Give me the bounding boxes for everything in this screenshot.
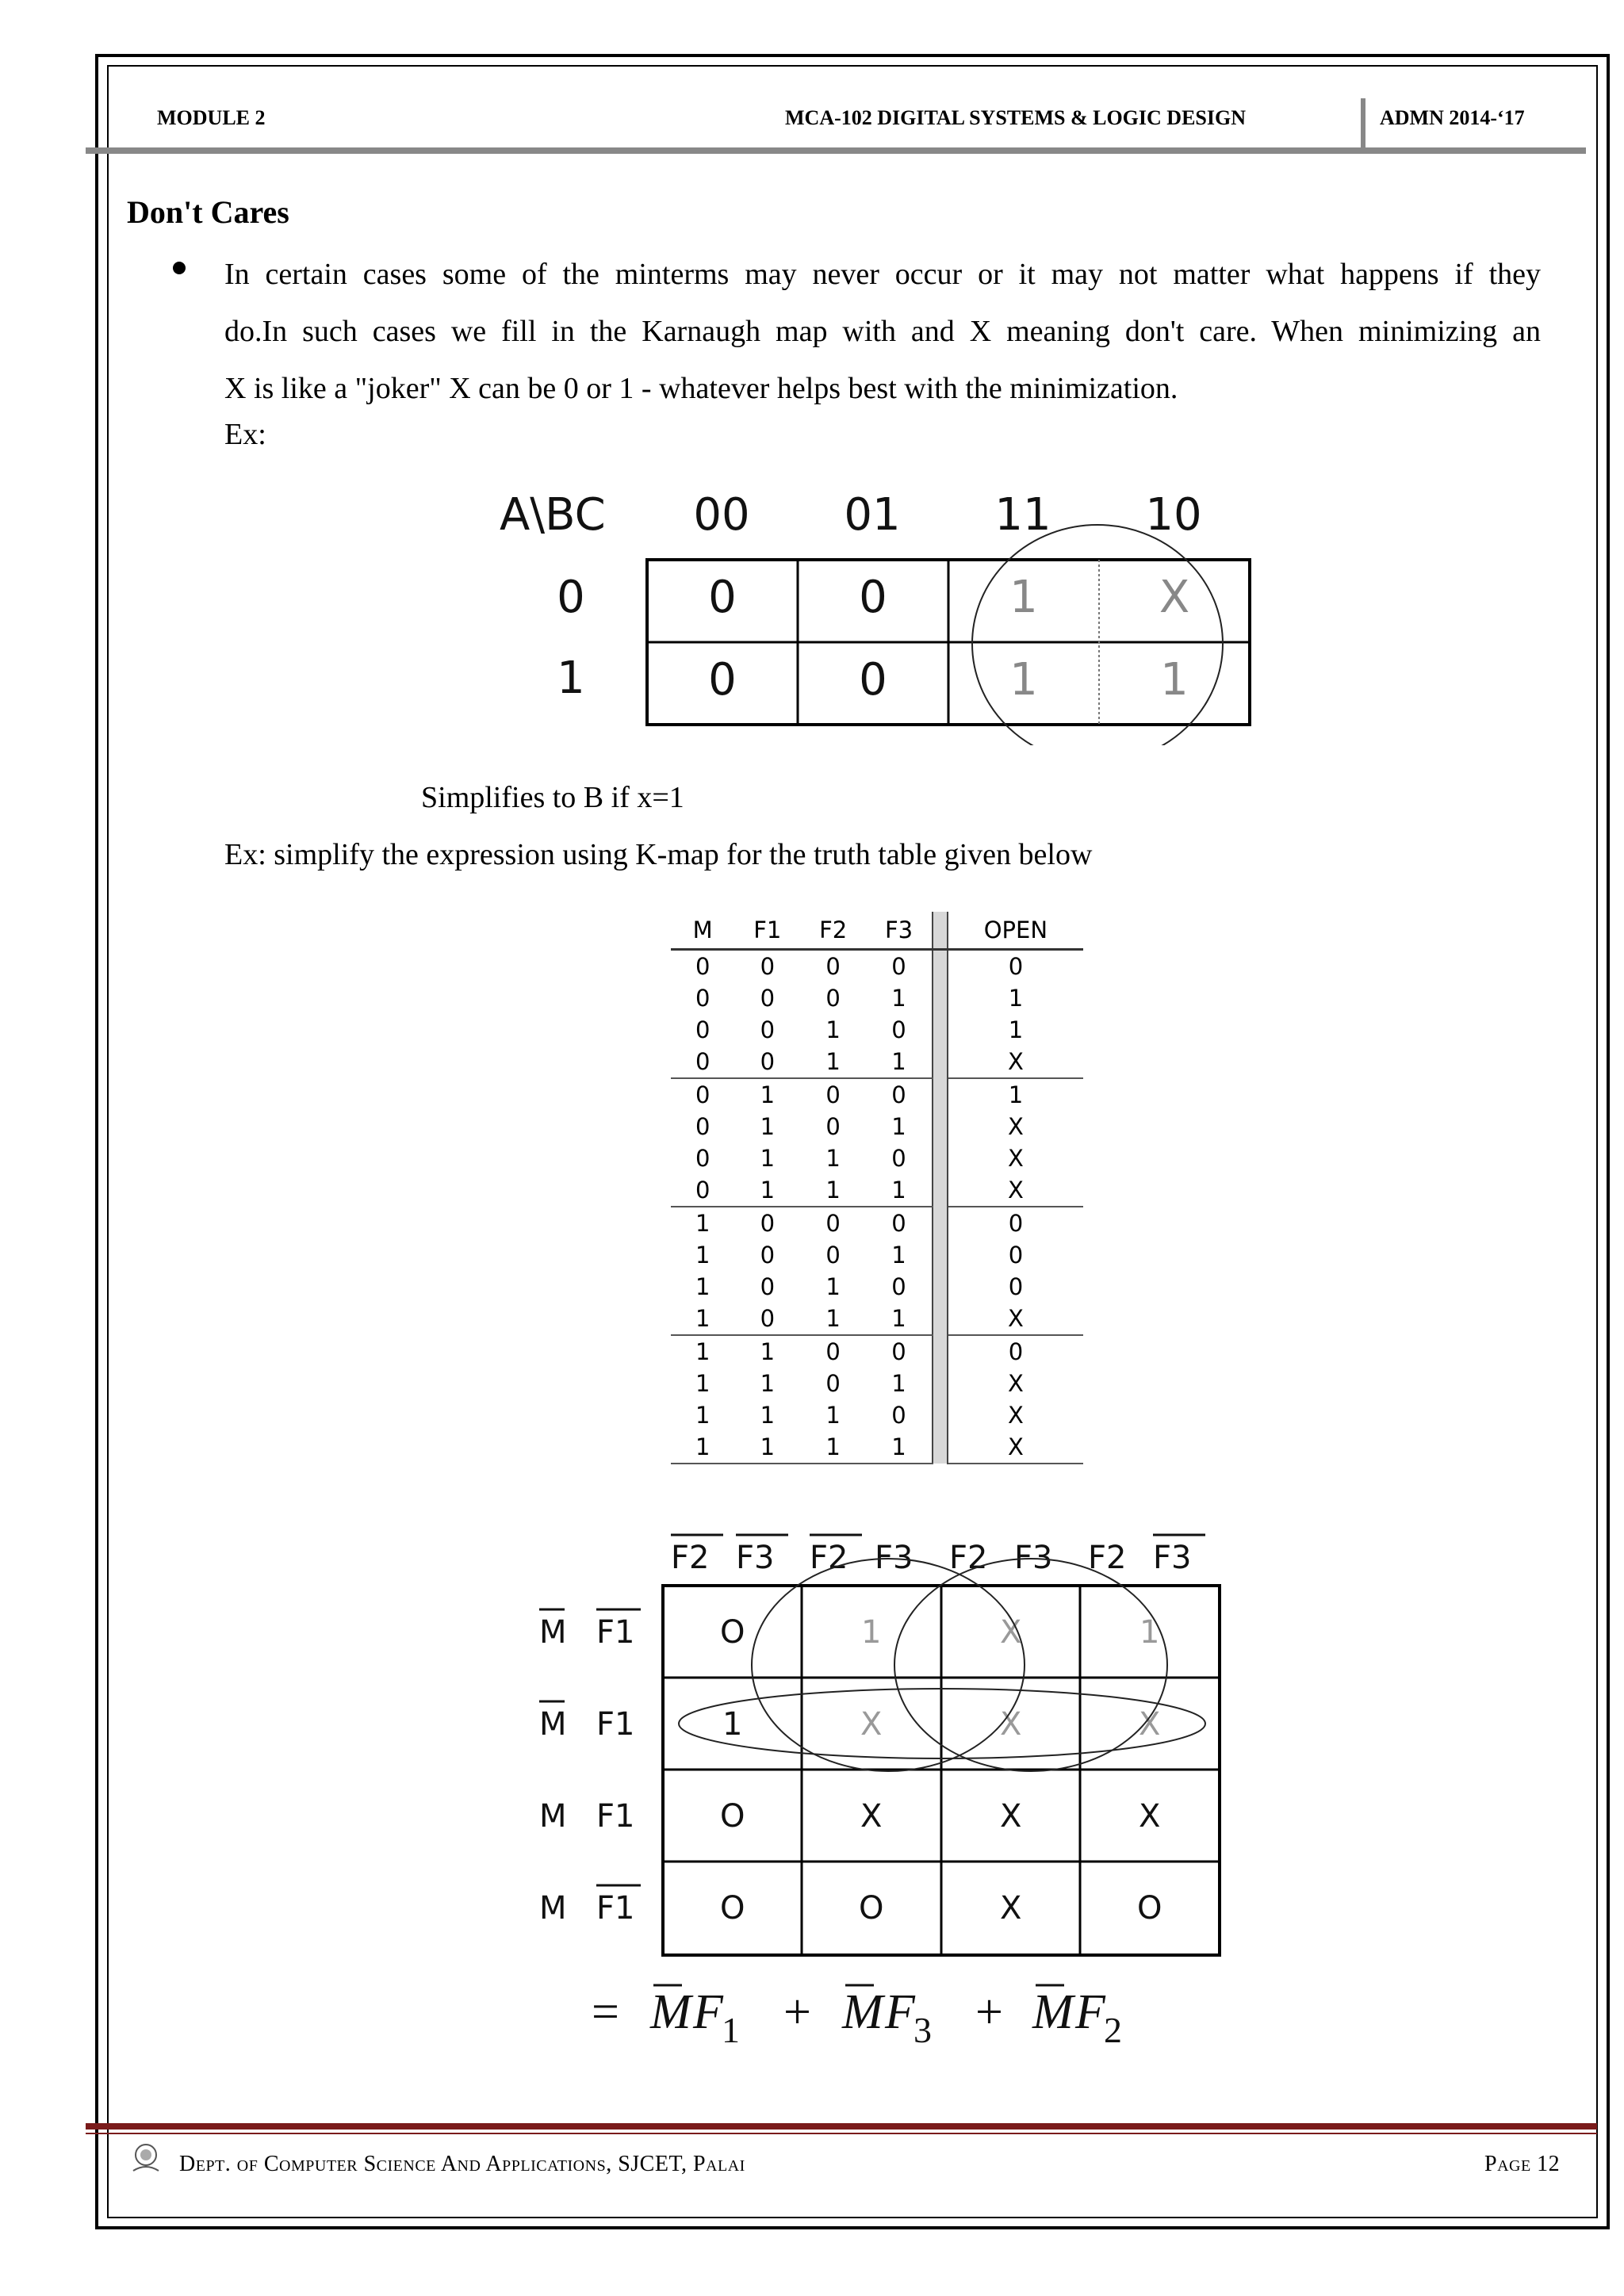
truth-table-cell: 0 — [891, 1016, 906, 1043]
truth-table-output-cell: 0 — [1008, 953, 1024, 980]
college-logo-icon — [128, 2141, 163, 2175]
kmap2-cell: 1 — [722, 1706, 743, 1743]
truth-table-output-cell: X — [1007, 1370, 1024, 1397]
kmap1-cell: 1 — [1009, 572, 1038, 623]
truth-table-divider — [933, 1335, 948, 1368]
kmap1-row-header: 1 — [557, 652, 585, 704]
truth-table-cell: 1 — [734, 1174, 800, 1207]
truth-table-cell: 0 — [695, 1081, 710, 1108]
equation-term2-sub: 3 — [914, 2010, 932, 2050]
kmap1-cell: 0 — [859, 572, 887, 623]
truth-table-cell: 0 — [671, 1046, 734, 1078]
truth-table-cell: 0 — [825, 1338, 841, 1365]
kmap2-col-header-var: F3 — [1014, 1540, 1053, 1576]
truth-table-cell: 0 — [825, 1242, 841, 1269]
kmap2-col-header-var: F3 — [875, 1540, 914, 1576]
table-row — [671, 1078, 1083, 1111]
truth-table-output-cell: X — [948, 1431, 1083, 1464]
truth-table-cell: 0 — [891, 1081, 906, 1108]
truth-table-cell: 0 — [891, 1210, 906, 1237]
footer-page-number: Page 12 — [1484, 2152, 1561, 2176]
truth-table-cell: 1 — [760, 1081, 776, 1108]
truth-table-cell: 1 — [760, 1370, 776, 1397]
kmap2-cell: O — [720, 1614, 745, 1651]
kmap2-row-header-var: F1 — [596, 1798, 635, 1835]
kmap1-cell: 0 — [708, 572, 737, 623]
kmap2-col-header-var: F3 — [1153, 1540, 1192, 1576]
truth-table-cell: 0 — [825, 1113, 841, 1140]
kmap2-group-ellipse-f2 — [894, 1559, 1167, 1771]
equation-plus: + — [975, 1985, 1003, 2039]
truth-table-cell: 0 — [825, 1081, 841, 1108]
table-row — [671, 1303, 1083, 1335]
truth-table-cell: 1 — [825, 1402, 841, 1429]
truth-table-cell: 1 — [671, 1303, 734, 1335]
simplifies-note: Simplifies to B if x=1 — [421, 781, 684, 814]
kmap1-corner-label: A\BC — [500, 489, 606, 541]
truth-table-cell: 1 — [891, 985, 906, 1012]
kmap2-row-headers — [539, 1609, 641, 1927]
truth-table-cell: 1 — [800, 1046, 866, 1078]
truth-table-cell: 0 — [760, 1242, 776, 1269]
truth-table-cell: 1 — [760, 1113, 776, 1140]
table-row — [671, 1239, 1083, 1271]
truth-table-output-cell: X — [1007, 1113, 1024, 1140]
footer-rule-thin — [86, 2133, 1597, 2134]
paragraph-line-2: do.In such cases we fill in the Karnaugh map with and X meaning don't care. When minimizing an — [224, 315, 1541, 348]
truth-table-cell: 1 — [825, 1016, 841, 1043]
header-rule — [86, 147, 1586, 154]
truth-table-header: F3 — [866, 912, 933, 950]
truth-table-output-cell: X — [948, 1174, 1083, 1207]
equation-term2-f: F — [885, 1985, 915, 2039]
truth-table-output-cell: 1 — [1008, 1016, 1024, 1043]
truth-table-cell: 0 — [891, 1145, 906, 1172]
kmap2-row-header-var: M — [539, 1614, 567, 1651]
kmap1-row-header: 0 — [557, 572, 585, 623]
karnaugh-map-2 — [523, 1522, 1253, 1966]
table-row — [671, 1431, 1083, 1464]
truth-table-cell: 0 — [695, 985, 710, 1012]
truth-table-cell: 0 — [760, 1273, 776, 1300]
kmap2-col-headers — [671, 1535, 1205, 1576]
table-row — [671, 1335, 1083, 1368]
truth-table-divider — [933, 982, 948, 1014]
truth-table-cell: 0 — [695, 1145, 710, 1172]
example-2-text: Ex: simplify the expression using K-map for the truth table given below — [224, 838, 1093, 871]
truth-table-cell: 0 — [695, 1016, 710, 1043]
truth-table-cell: 0 — [760, 953, 776, 980]
truth-table-cell: 0 — [734, 1303, 800, 1335]
truth-table-cell: 0 — [695, 1113, 710, 1140]
truth-table-body — [671, 950, 1083, 1464]
truth-table-cell: 0 — [734, 1046, 800, 1078]
bullet-icon — [173, 262, 186, 274]
kmap2-cell: O — [720, 1890, 745, 1927]
truth-table-cell: 0 — [671, 1174, 734, 1207]
kmap1-col-header: 11 — [994, 489, 1051, 541]
truth-table-divider — [933, 1078, 948, 1111]
truth-table — [671, 912, 1083, 1464]
kmap2-row-header-var: F1 — [596, 1614, 635, 1651]
truth-table-output-cell: 1 — [1008, 985, 1024, 1012]
kmap2-cell: X — [860, 1706, 883, 1743]
truth-table-cell: 1 — [866, 1046, 933, 1078]
truth-table-cell: 1 — [734, 1431, 800, 1464]
table-row — [671, 1046, 1083, 1078]
truth-table-output-cell: X — [1007, 1402, 1024, 1429]
truth-table-divider — [933, 1111, 948, 1142]
truth-table-cell: 1 — [695, 1370, 710, 1397]
table-row — [671, 1174, 1083, 1207]
kmap2-row-header-var: M — [539, 1798, 567, 1835]
kmap2-row-header-var: F1 — [596, 1890, 635, 1927]
kmap2-cell: X — [1000, 1798, 1022, 1835]
header-separator — [1361, 98, 1365, 149]
truth-table-cell: 1 — [891, 1242, 906, 1269]
paragraph-line-3: X is like a "joker" X can be 0 or 1 - whatever helps best with the minimization. — [224, 372, 1178, 405]
kmap2-cell: 1 — [1139, 1614, 1160, 1651]
kmap1-cell: 1 — [1009, 654, 1038, 706]
table-row — [671, 982, 1083, 1014]
truth-table-cell: 1 — [891, 1370, 906, 1397]
truth-table-cell: 1 — [800, 1174, 866, 1207]
kmap2-cell: O — [1137, 1890, 1162, 1927]
truth-table-output-cell: X — [948, 1046, 1083, 1078]
kmap1-col-header: 01 — [844, 489, 901, 541]
kmap2-row-header-var: M — [539, 1706, 567, 1743]
table-row — [671, 1368, 1083, 1399]
truth-table-header: F2 — [800, 912, 866, 950]
kmap1-col-header: 10 — [1145, 489, 1202, 541]
kmap2-row-header-var: M — [539, 1890, 567, 1927]
kmap1-col-header: 00 — [693, 489, 750, 541]
truth-table-output-cell: 0 — [1008, 1273, 1024, 1300]
kmap2-cell: X — [1000, 1614, 1022, 1651]
truth-table-cell: 1 — [695, 1210, 710, 1237]
truth-table-divider — [933, 950, 948, 983]
truth-table-output-cell: 0 — [1008, 1338, 1024, 1365]
truth-table-container — [671, 912, 1083, 1483]
truth-table-cell: 0 — [695, 953, 710, 980]
truth-table-divider — [933, 1014, 948, 1046]
equation-term3-f: F — [1075, 1985, 1105, 2039]
kmap2-col-header-var: F2 — [1088, 1540, 1127, 1576]
truth-table-cell: 1 — [695, 1273, 710, 1300]
truth-table-cell: 1 — [760, 1145, 776, 1172]
footer-rule — [86, 2123, 1597, 2130]
kmap2-cell: O — [720, 1798, 745, 1835]
truth-table-cell: 0 — [825, 985, 841, 1012]
truth-table-divider — [933, 1271, 948, 1303]
kmap1-cell: 0 — [708, 654, 737, 706]
truth-table-divider — [933, 1431, 948, 1464]
truth-table-cell: 1 — [800, 1303, 866, 1335]
truth-table-cell: 1 — [825, 1273, 841, 1300]
truth-table-cell: 1 — [891, 1113, 906, 1140]
table-row — [671, 1207, 1083, 1239]
karnaugh-map-1 — [476, 476, 1269, 745]
equation-term3-m: M — [1032, 1985, 1074, 2039]
truth-table-cell: 1 — [825, 1145, 841, 1172]
table-row — [671, 1271, 1083, 1303]
truth-table-cell: 1 — [866, 1174, 933, 1207]
truth-table-divider — [933, 1174, 948, 1207]
section-title: Don't Cares — [127, 194, 289, 230]
result-equation — [587, 1966, 1189, 2061]
equation-equals: = — [592, 1985, 619, 2039]
truth-table-cell: 1 — [760, 1402, 776, 1429]
kmap1-cell: X — [1159, 572, 1190, 623]
truth-table-cell: 0 — [891, 1338, 906, 1365]
table-row — [671, 1014, 1083, 1046]
truth-table-output-cell: 0 — [1008, 1210, 1024, 1237]
truth-table-cell: 0 — [891, 1273, 906, 1300]
table-row — [671, 1111, 1083, 1142]
equation-term3-sub: 2 — [1104, 2010, 1122, 2050]
kmap2-col-header-var: F2 — [949, 1540, 988, 1576]
footer-department: Dept. of Computer Science And Applications, SJCET, Palai — [179, 2152, 745, 2176]
kmap1-cell: 1 — [1160, 654, 1189, 706]
truth-table-cell: 1 — [671, 1431, 734, 1464]
truth-table-cell: 0 — [825, 1210, 841, 1237]
truth-table-cell: 0 — [760, 985, 776, 1012]
truth-table-header-row — [671, 912, 1083, 950]
truth-table-divider — [933, 1399, 948, 1431]
truth-table-cell: 0 — [891, 953, 906, 980]
kmap2-cell: O — [859, 1890, 884, 1927]
example-label: Ex: — [224, 418, 266, 451]
truth-table-cell: 1 — [695, 1338, 710, 1365]
equation-plus: + — [783, 1985, 811, 2039]
equation-term1-f: F — [693, 1985, 723, 2039]
truth-table-divider — [933, 912, 948, 950]
truth-table-cell: 0 — [825, 953, 841, 980]
table-row — [671, 1142, 1083, 1174]
truth-table-divider — [933, 1368, 948, 1399]
kmap2-row-header-var: F1 — [596, 1706, 635, 1743]
kmap2-group-ellipse-f3 — [752, 1559, 1025, 1771]
truth-table-cell: 1 — [695, 1402, 710, 1429]
kmap2-col-header-var: F2 — [671, 1540, 710, 1576]
truth-table-output-cell: X — [1007, 1145, 1024, 1172]
truth-table-output-cell: 1 — [1008, 1081, 1024, 1108]
header-course-title: MCA-102 DIGITAL SYSTEMS & LOGIC DESIGN — [785, 106, 1247, 129]
kmap2-cell: X — [860, 1798, 883, 1835]
kmap2-cell: X — [1139, 1798, 1161, 1835]
equation-term2-m: M — [842, 1985, 883, 2039]
kmap2-cell: 1 — [861, 1614, 882, 1651]
kmap2-col-header-var: F3 — [736, 1540, 775, 1576]
header-admission-year: ADMN 2014-‘17 — [1380, 106, 1525, 129]
truth-table-divider — [933, 1239, 948, 1271]
truth-table-output-cell: 0 — [1008, 1242, 1024, 1269]
kmap2-cell: X — [1000, 1706, 1022, 1743]
table-row — [671, 950, 1083, 983]
truth-table-divider — [933, 1303, 948, 1335]
kmap1-cell: 0 — [859, 654, 887, 706]
truth-table-cell: 0 — [891, 1402, 906, 1429]
truth-table-divider — [933, 1142, 948, 1174]
truth-table-cell: 1 — [866, 1303, 933, 1335]
truth-table-cell: 0 — [760, 1016, 776, 1043]
truth-table-cell: 1 — [695, 1242, 710, 1269]
truth-table-output-cell: X — [948, 1303, 1083, 1335]
equation-term1-m: M — [650, 1985, 691, 2039]
kmap2-cell: X — [1000, 1890, 1022, 1927]
kmap1-grouping-ellipse — [972, 525, 1223, 745]
truth-table-divider — [933, 1046, 948, 1078]
paragraph-line-1: In certain cases some of the minterms may never occur or it may not matter what happens if they — [224, 258, 1541, 291]
truth-table-cell: 1 — [760, 1338, 776, 1365]
truth-table-header: F1 — [734, 912, 800, 950]
truth-table-cell: 1 — [866, 1431, 933, 1464]
truth-table-header: M — [671, 912, 734, 950]
truth-table-header: OPEN — [948, 912, 1083, 950]
truth-table-cell: 0 — [825, 1370, 841, 1397]
kmap2-col-header-var: F2 — [810, 1540, 848, 1576]
truth-table-divider — [933, 1207, 948, 1239]
truth-table-cell: 0 — [760, 1210, 776, 1237]
kmap2-cell: X — [1139, 1706, 1161, 1743]
truth-table-cell: 1 — [800, 1431, 866, 1464]
equation-term1-sub: 1 — [722, 2010, 740, 2050]
table-row — [671, 1399, 1083, 1431]
header-module: MODULE 2 — [157, 106, 266, 129]
